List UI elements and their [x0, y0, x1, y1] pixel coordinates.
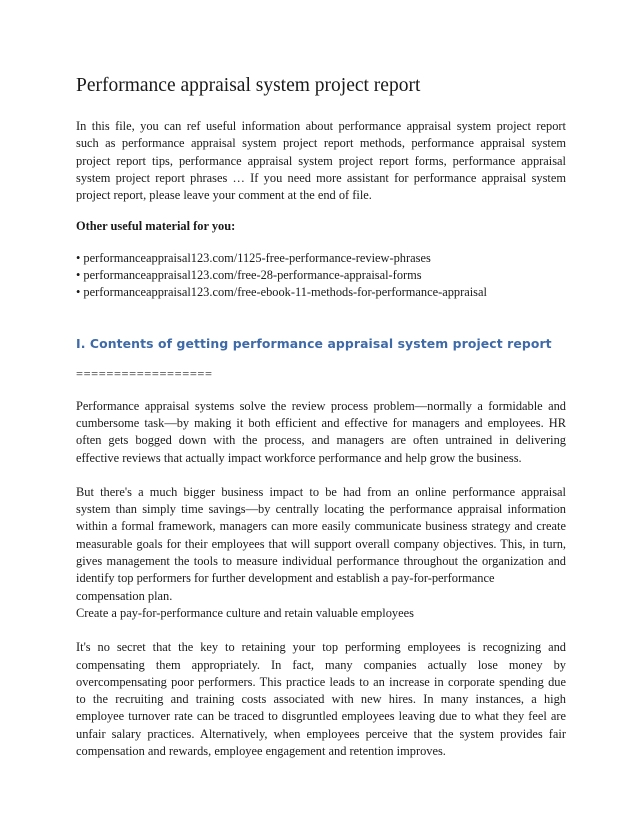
intro-line: In this file, you can ref useful information about performance appraisal system project report	[76, 119, 566, 133]
intro-line: system project report phrases … If you need more assistant for performance appraisal system	[76, 170, 566, 185]
paragraph-line: Performance appraisal systems solve the review process problem—normally a formidable and	[76, 398, 566, 413]
separator-line: ==================	[76, 366, 213, 381]
other-material-label: Other useful material for you:	[76, 219, 236, 234]
paragraph-line: compensation and rewards, employee engagement and retention improves.	[76, 744, 446, 759]
link-item[interactable]: • performanceappraisal123.com/free-28-performance-appraisal-forms	[76, 268, 422, 283]
intro-line: such as performance appraisal system project report methods, performance appraisal system	[76, 136, 566, 151]
paragraph-line: Create a pay-for-performance culture and retain valuable employees	[76, 605, 414, 620]
paragraph-line: often gets bogged down with the process, and managers are often untrained in delivering	[76, 433, 566, 448]
paragraph-line: identify top performers for further development and establish a pay-for-performance	[76, 571, 495, 586]
paragraph-3	[76, 639, 566, 760]
paragraph-line: employee turnover rate can be traced to disgruntled employees leaving due to what they feel are	[76, 709, 566, 724]
link-item[interactable]: • performanceappraisal123.com/free-ebook-11-methods-for-performance-appraisal	[76, 285, 487, 300]
paragraph-1	[76, 398, 566, 467]
intro-paragraph	[76, 118, 566, 204]
document-page	[76, 74, 566, 760]
document-title: Performance appraisal system project report	[76, 75, 421, 96]
links-list	[76, 250, 566, 302]
intro-line: project report, please leave your comment at the end of file.	[76, 188, 372, 203]
paragraph-line: effective reviews that actually impact workforce performance and help grow the business.	[76, 450, 522, 465]
paragraph-line: to the recruiting and training costs associated with new hires. In many instances, a high	[76, 692, 566, 707]
paragraph-line: gives management the tools to measure individual performance throughout the organization and	[76, 554, 566, 569]
link-item[interactable]: • performanceappraisal123.com/1125-free-performance-review-phrases	[76, 250, 431, 265]
paragraph-line: But there's a much bigger business impact to be had from an online performance appraisal	[76, 484, 566, 499]
section-heading: I. Contents of getting performance appraisal system project report	[76, 335, 552, 351]
paragraph-line: compensating them appropriately. In fact, many companies actually lose money by	[76, 657, 566, 672]
paragraph-line: system than simply time savings—by centrally locating the performance appraisal information	[76, 502, 566, 517]
paragraph-line: within a formal framework, managers can more easily communicate business strategy and create	[76, 519, 566, 534]
paragraph-line: It's no secret that the key to retaining your top performing employees is recognizing and	[76, 640, 566, 655]
paragraph-line: compensation plan.	[76, 588, 173, 603]
paragraph-line: unfair salary practices. Alternatively, when employees perceive that the system provides fair	[76, 726, 566, 741]
intro-line: project report tips, performance appraisal system project report forms, performance appraisal	[76, 153, 566, 168]
paragraph-line: overcompensating poor performers. This practice leads to an increase in corporate spending due	[76, 674, 566, 689]
paragraph-line: measurable goals for their employees that will support overall company objectives. This, in turn,	[76, 536, 566, 551]
paragraph-line: cumbersome task—by making it both efficient and effective for managers and employees. HR	[76, 415, 566, 430]
paragraph-2	[76, 484, 566, 622]
